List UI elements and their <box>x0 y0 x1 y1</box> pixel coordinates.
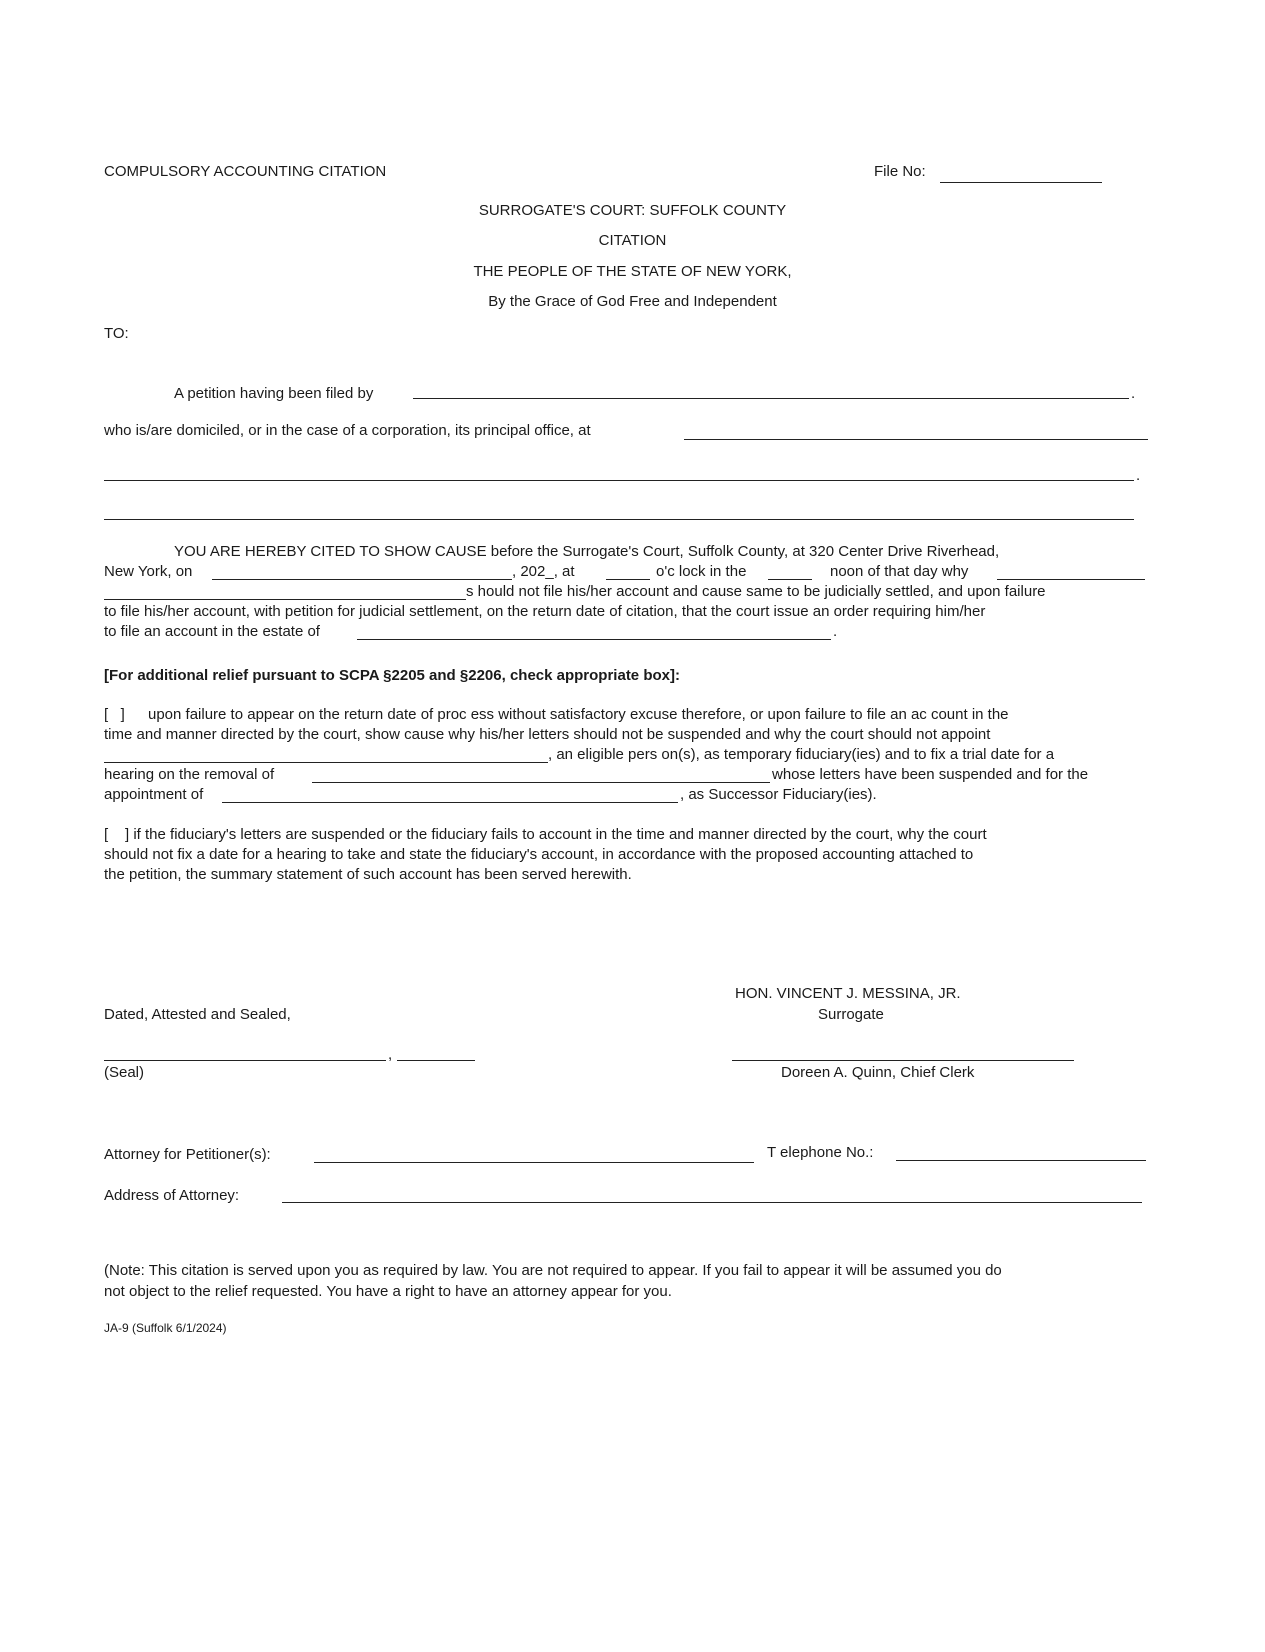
to-label: TO: <box>104 325 129 342</box>
period-mark: . <box>1131 385 1136 402</box>
estate-label: to file an account in the estate of <box>104 623 320 640</box>
option1-line-5b: , as Successor Fiduciary(ies). <box>680 786 877 803</box>
period-mark-2: . <box>1136 467 1141 484</box>
option1-checkbox[interactable]: [ ] <box>104 706 125 723</box>
grace-heading: By the Grace of God Free and Independent <box>488 293 777 310</box>
domicile-address-field[interactable] <box>684 439 1148 440</box>
temporary-fiduciary-field[interactable] <box>104 762 548 763</box>
period-mark-3: . <box>833 623 838 640</box>
comma-mark: , <box>388 1046 393 1063</box>
people-heading: THE PEOPLE OF THE STATE OF NEW YORK, <box>473 263 792 280</box>
additional-relief-heading: [For additional relief pursuant to SCPA §2205 and §2206, check appropriate box]: <box>104 667 680 684</box>
fiduciary-name-field[interactable] <box>997 579 1145 580</box>
attorney-name-field[interactable] <box>314 1162 754 1163</box>
cited-line-4: to file his/her account, with petition for judicial settlement, on the return date of citation, that the court issue an order requiring him/her <box>104 603 986 620</box>
attorney-address-field[interactable] <box>282 1202 1142 1203</box>
attorney-label: Attorney for Petitioner(s): <box>104 1146 271 1163</box>
domicile-address-field-3[interactable] <box>104 519 1134 520</box>
successor-fiduciary-field[interactable] <box>222 802 678 803</box>
return-date-field[interactable] <box>212 579 512 580</box>
option2-checkbox[interactable]: [ <box>104 826 121 843</box>
note-line-2: not object to the relief requested. You have a right to have an attorney appear for you. <box>104 1283 672 1300</box>
estate-name-field[interactable] <box>357 639 831 640</box>
telephone-field[interactable] <box>896 1160 1146 1161</box>
option1-line-4b: whose letters have been suspended and for the <box>772 766 1089 783</box>
noon-why-label: noon of that day why <box>830 563 969 580</box>
removal-of-label: hearing on the removal of <box>104 766 275 783</box>
domicile-address-field-2[interactable] <box>104 480 1134 481</box>
option2-line-3: the petition, the summary statement of such account has been served herewith. <box>104 866 632 883</box>
petition-filed-by-label: A petition having been filed by <box>174 385 374 402</box>
year-field[interactable] <box>397 1060 475 1061</box>
form-title: COMPULSORY ACCOUNTING CITATION <box>104 163 387 180</box>
oclock-label: o'c lock in the <box>656 563 747 580</box>
fiduciary-name-field-2[interactable] <box>104 599 466 600</box>
judge-title: Surrogate <box>818 1006 884 1023</box>
option2-line-1: ] if the fiduciary's letters are suspended or the fiduciary fails to account in the time and manner directed by the court, why the court <box>125 826 987 843</box>
cited-line-1: YOU ARE HEREBY CITED TO SHOW CAUSE before the Surrogate's Court, Suffolk County, at 320 Center Drive Riverhead, <box>174 543 1000 560</box>
file-no-field[interactable] <box>940 182 1102 183</box>
appointment-of-label: appointment of <box>104 786 204 803</box>
note-line-1: (Note: This citation is served upon you as required by law. You are not required to appear. If you fail to appear it will be assumed you do <box>104 1262 1002 1279</box>
clerk-signature-line[interactable] <box>732 1060 1074 1061</box>
citation-heading: CITATION <box>598 232 667 249</box>
telephone-label: T elephone No.: <box>767 1144 874 1161</box>
option1-line-3: , an eligible pers on(s), as temporary fiduciary(ies) and to fix a trial date for a <box>548 746 1055 763</box>
seal-label: (Seal) <box>104 1064 145 1081</box>
option1-line-1: upon failure to appear on the return date of proc ess without satisfactory excuse therefore, or upon failure to file an ac count in the <box>148 706 1009 723</box>
dated-attested-label: Dated, Attested and Sealed, <box>104 1006 291 1023</box>
year-at-label: , 202_, at <box>512 563 575 580</box>
option2-line-2: should not fix a date for a hearing to take and state the fiduciary's account, in accordance with the proposed accounting attached to <box>104 846 974 863</box>
form-code: JA-9 (Suffolk 6/1/2024) <box>104 1321 227 1335</box>
new-york-on-label: New York, on <box>104 563 193 580</box>
cited-line-3: s hould not file his/her account and cause same to be judicially settled, and upon failure <box>466 583 1046 600</box>
dated-field[interactable] <box>104 1060 386 1061</box>
noon-field[interactable] <box>768 579 812 580</box>
judge-name: HON. VINCENT J. MESSINA, JR. <box>735 985 961 1002</box>
petitioner-name-field[interactable] <box>413 398 1129 399</box>
removal-name-field[interactable] <box>312 782 770 783</box>
option1-line-2: time and manner directed by the court, show cause why his/her letters should not be suspended and why the court should not appoint <box>104 726 991 743</box>
clerk-name: Doreen A. Quinn, Chief Clerk <box>781 1064 975 1081</box>
hour-field[interactable] <box>606 579 650 580</box>
file-no-label: File No: <box>874 163 926 180</box>
domiciled-label: who is/are domiciled, or in the case of a corporation, its principal office, at <box>104 422 591 439</box>
attorney-address-label: Address of Attorney: <box>104 1187 240 1204</box>
court-name: SURROGATE'S COURT: SUFFOLK COUNTY <box>478 202 787 219</box>
